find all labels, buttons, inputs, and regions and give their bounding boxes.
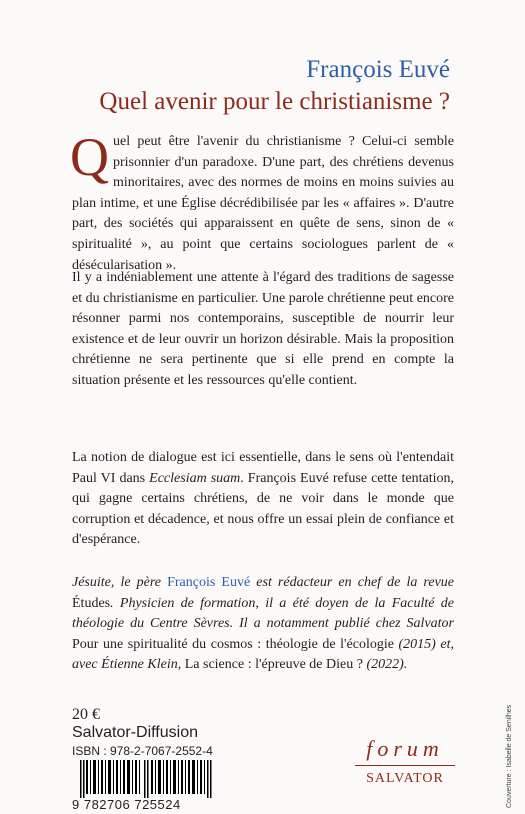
blurb-p3-text-b: . François Euvé refuse cette tentation, qui gagne certains chrétiens, de ne voir dans le monde que corruption et décadence, et nous offre un essai plein de confiance et d'espérance. (72, 470, 454, 548)
blurb-p3-text-a: La notion de dialogue est ici essentielle, dans le sens où l'entendait Paul VI dans (72, 450, 454, 486)
price: 20 € (72, 706, 100, 723)
author-bio (72, 573, 454, 676)
bio-t3: Études (72, 595, 111, 611)
blurb-paragraph-2: Il y a indéniablement une attente à l'égard des traditions de sagesse et du christianisme en particulier. Une parole chrétienne peut encore résonner parmi nos contemporains, susceptible de nourrir leur existence et de leur ouvrir un horizon désirable. Mais la proposition chrétienne ne sera pertinente que si elle prend en compte la situation présente et les ressources qu'elle contient. (72, 270, 454, 388)
cover-credit-text: Couverture : Isabelle de Senilhes (506, 704, 513, 808)
barcode (72, 760, 222, 798)
bio-t4: . Physicien de formation, il a été doyen de la Faculté de théologie du Centre Sèvres. Il a notamment publié chez Salvator (72, 595, 454, 632)
cover-credit (496, 690, 513, 810)
bio-t8: (2022). (362, 657, 408, 673)
bio-t6: (2015) et, avec Étienne Klein, (72, 636, 454, 673)
author-name: François Euvé (306, 56, 450, 83)
bio-author-name: François Euvé (167, 575, 251, 590)
collection-divider (355, 765, 455, 766)
bio-t2: est rédacteur en chef de la revue (250, 575, 454, 590)
blurb-p3-italic: Ecclesiam suam (149, 470, 241, 486)
drop-cap: Q (70, 127, 109, 187)
book-title: Quel avenir pour le christianisme ? (99, 88, 450, 115)
collection-name: forum (366, 736, 444, 761)
blurb-paragraph-1 (70, 127, 454, 276)
barcode-digits: 9 782706 725524 (72, 797, 181, 812)
distributor: Salvator-Diffusion (72, 724, 198, 741)
blurb-paragraph-3 (72, 448, 454, 551)
isbn: ISBN : 978-2-7067-2552-4 (72, 744, 213, 758)
bio-t7: La science : l'épreuve de Dieu ? (184, 657, 363, 673)
blurb-p1-text: uel peut être l'avenir du christianisme ? Celui-ci semble prisonnier d'un paradoxe. D'une part, des chrétiens devenus minoritaires, avec des normes de moins en moins suivies au plan intime, et une Église décrédibilisée par les « affaires ». D'autre part, des sociétés qui apparaissent en quête de sens, sinon de « spiritualité », au point que certains sociologues parlent de « désécularisation ». (72, 134, 454, 273)
bio-t1: Jésuite, le père (72, 575, 168, 590)
bio-t5: Pour une spiritualité du cosmos : théologie de l'écologie (72, 636, 394, 652)
publisher-name: SALVATOR (366, 771, 444, 786)
